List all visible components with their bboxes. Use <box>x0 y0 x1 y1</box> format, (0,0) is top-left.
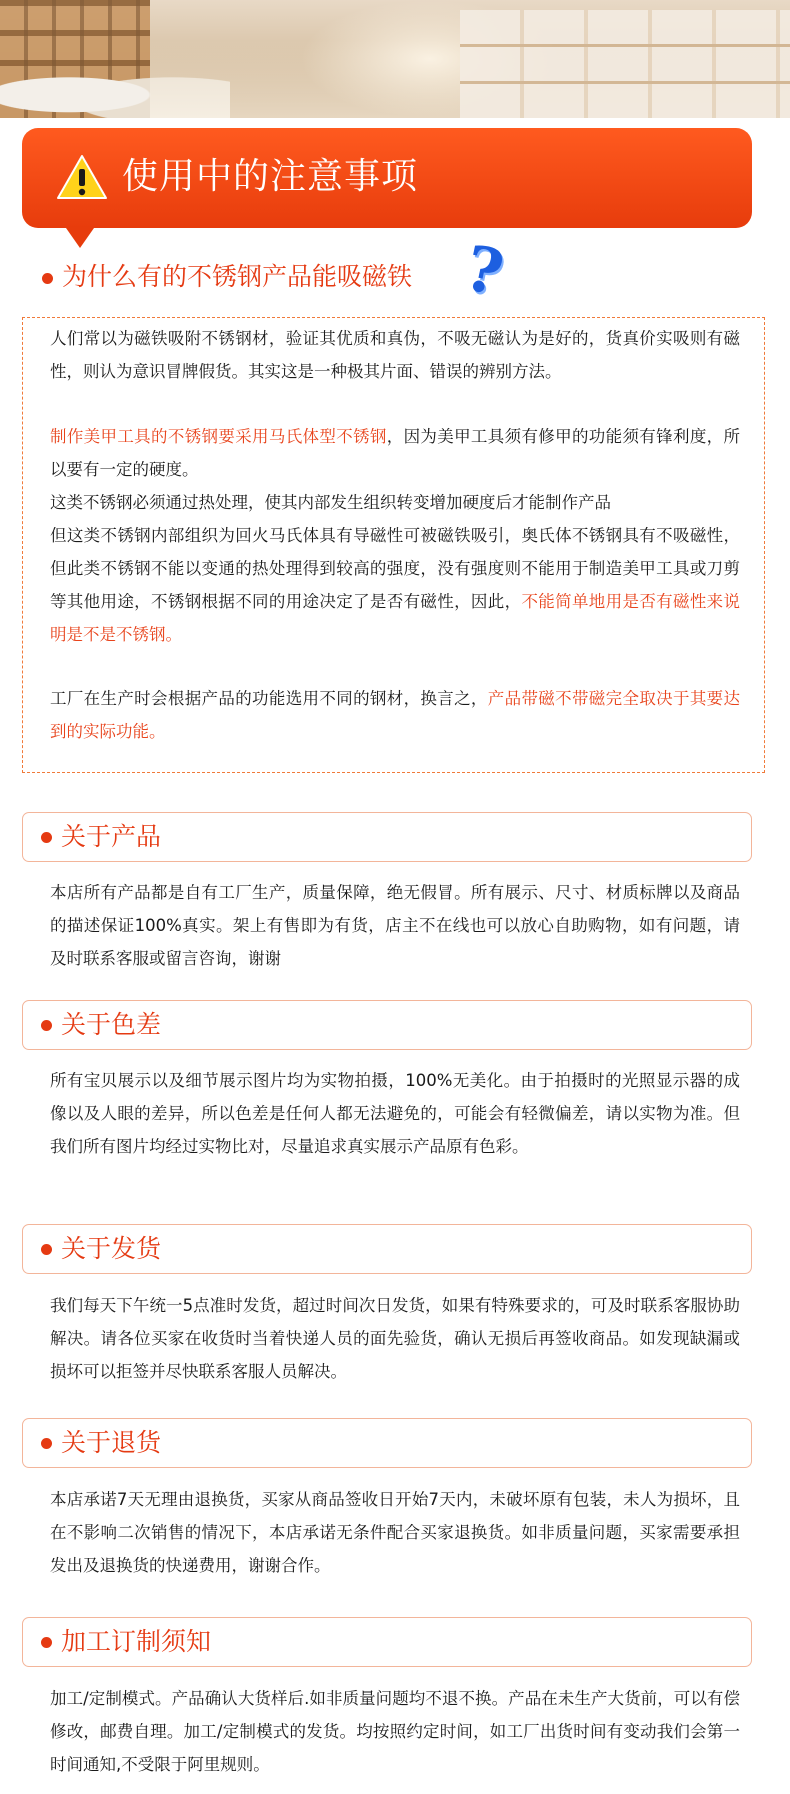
section-header-returns <box>22 1418 752 1468</box>
highlight-text: 制作美甲工具的不锈钢要采用马氏体型不锈钢 <box>50 427 387 446</box>
warehouse-banner <box>0 0 790 118</box>
question-paragraph-4 <box>50 519 740 651</box>
bullet-dot <box>41 1244 52 1255</box>
question-paragraph-1: 人们常以为磁铁吸附不锈钢材，验证其优质和真伪，不吸无磁认为是好的，货真价实吸则有磁性，则认为意识冒牌假货。其实这是一种极其片面、错误的辨别方法。 <box>50 329 740 381</box>
section-title: 关于发货 <box>61 1234 162 1263</box>
bullet-dot <box>41 832 52 843</box>
section-header-custom-processing <box>22 1617 752 1667</box>
section-header-shipping <box>22 1224 752 1274</box>
warning-icon <box>56 154 108 200</box>
question-mark-icon: ? <box>458 231 510 310</box>
question-paragraph-2 <box>50 420 740 486</box>
paragraph-text: 工厂在生产时会根据产品的功能选用不同的钢材，换言之， <box>50 689 488 708</box>
highlight-text: 产品带磁不带磁完全取决于其要达到的实际功能。 <box>50 689 741 741</box>
section-header-color-difference <box>22 1000 752 1050</box>
highlight-text: 不能简单地用是否有磁性来说明是不是不锈钢。 <box>50 592 741 644</box>
section-body-returns: 本店承诺7天无理由退换货，买家从商品签收日开始7天内，未破坏原有包装，未人为损坏，且在不影响二次销售的情况下，本店承诺无条件配合买家退换货。如非质量问题，买家需要承担发出及退换货的快递费用，谢谢合作。 <box>50 1490 740 1575</box>
section-title: 关于产品 <box>61 822 162 851</box>
paragraph-text: ，因为美甲工具须有修甲的功能须有锋利度，所以要有一定的硬度。 <box>50 427 741 479</box>
question-heading <box>36 252 596 302</box>
question-title: 为什么有的不锈钢产品能吸磁铁 <box>62 262 413 291</box>
section-body-product: 本店所有产品都是自有工厂生产，质量保障，绝无假冒。所有展示、尺寸、材质标牌以及商品的描述保证100%真实。架上有售即为有货，店主不在线也可以放心自助购物，如有问题，请及时联系客服或留言咨询，谢谢 <box>50 883 740 968</box>
section-body-color-difference: 所有宝贝展示以及细节展示图片均为实物拍摄，100%无美化。由于拍摄时的光照显示器的成像以及人眼的差异，所以色差是任何人都无法避免的，可能会有轻微偏差，请以实物为准。但我们所有图片均经过实物比对，尽量追求真实展示产品原有色彩。 <box>50 1071 740 1156</box>
bullet-dot <box>41 1020 52 1031</box>
section-title: 关于退货 <box>61 1428 162 1457</box>
bullet-dot <box>41 1637 52 1648</box>
warning-header <box>22 128 752 228</box>
section-body-shipping: 我们每天下午统一5点准时发货，超过时间次日发货，如果有特殊要求的，可及时联系客服协助解决。请各位买家在收货时当着快递人员的面先验货，确认无损后再签收商品。如发现缺漏或损坏可以拒签并尽快联系客服人员解决。 <box>50 1296 740 1381</box>
warning-title: 使用中的注意事项 <box>122 156 419 197</box>
section-title: 关于色差 <box>61 1010 162 1039</box>
bullet-dot <box>41 1438 52 1449</box>
bullet-dot <box>42 273 53 284</box>
question-paragraph-3: 这类不锈钢必须通过热处理，使其内部发生组织转变增加硬度后才能制作产品 <box>50 493 611 512</box>
section-header-product <box>22 812 752 862</box>
section-title: 加工订制须知 <box>61 1627 212 1656</box>
question-paragraph-5 <box>50 682 740 748</box>
section-body-custom-processing: 加工/定制模式。产品确认大货样后.如非质量问题均不退不换。产品在未生产大货前，可以有偿修改，邮费自理。加工/定制模式的发货。均按照约定时间，如工厂出货时间有变动我们会第一时间通知,不受限于阿里规则。 <box>50 1689 740 1774</box>
paragraph-text: 但这类不锈钢内部组织为回火马氏体具有导磁性可被磁铁吸引，奥氏体不锈钢具有不吸磁性，但此类不锈钢不能以变通的热处理得到较高的强度，没有强度则不能用于制造美甲工具或刀剪等其他用途，不锈钢根据不同的用途决定了是否有磁性，因此， <box>50 526 740 611</box>
boxes-decoration <box>460 10 790 118</box>
